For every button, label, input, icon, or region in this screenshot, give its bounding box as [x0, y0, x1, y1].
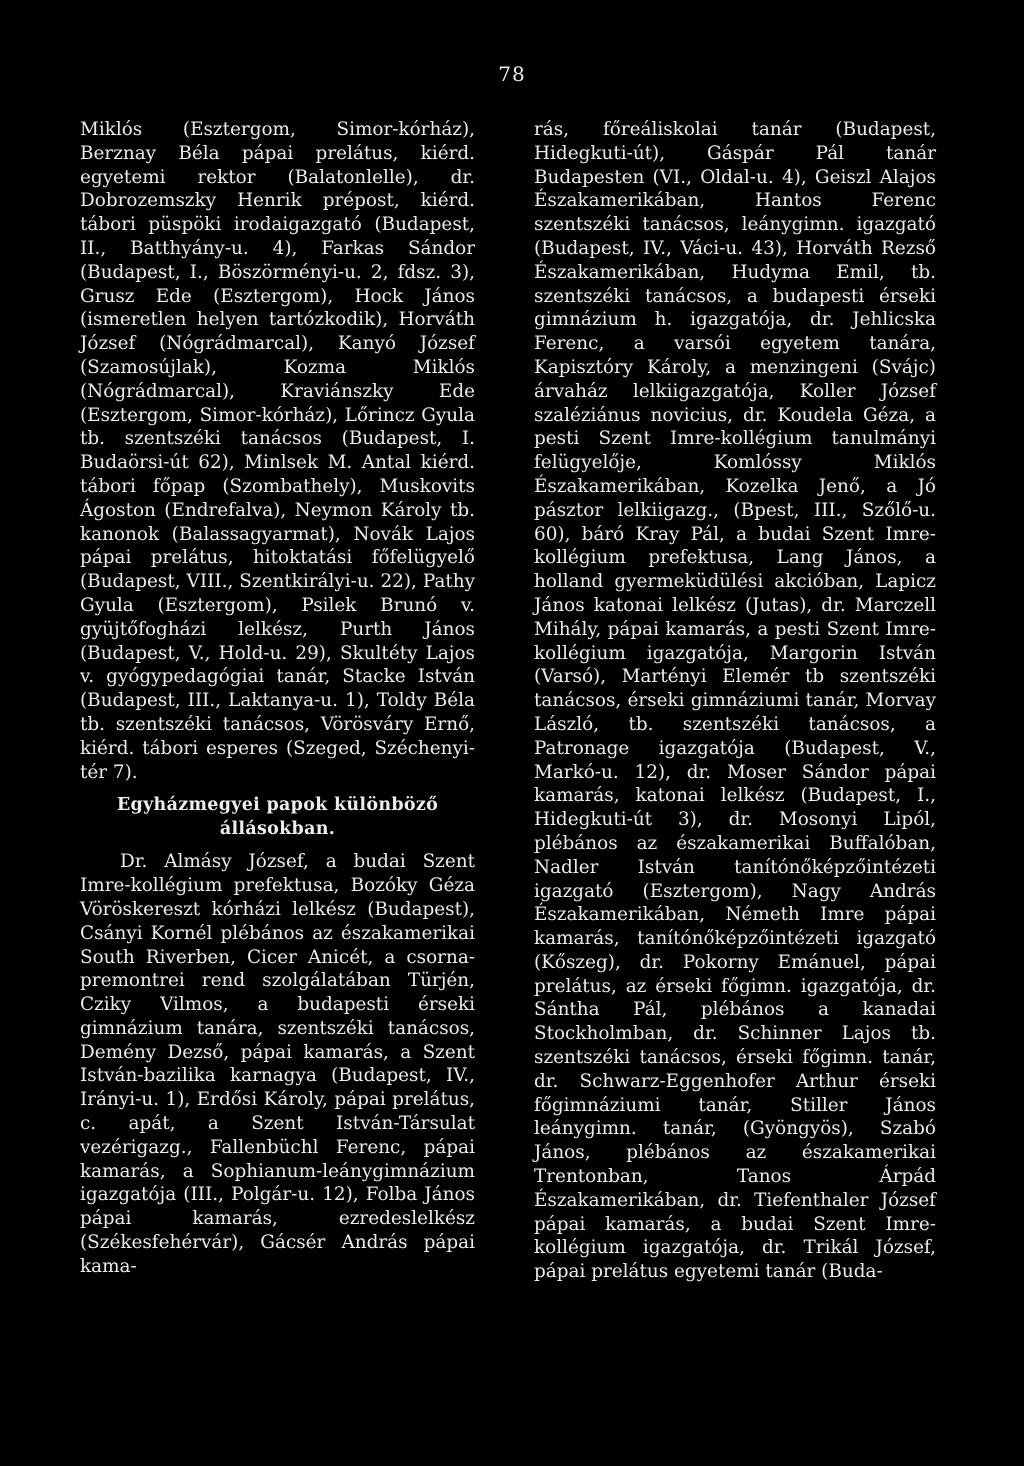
section-heading: Egyházmegyei papok különböző állásokban. [116, 795, 439, 840]
right-column [534, 118, 936, 1284]
page-number: 78 [498, 62, 526, 86]
section-paragraph: Dr. Almásy József, a budai Szent Imre-kollégium prefektusa, Bozóky Géza Vöröskereszt kórházi lelkész (Budapest), Csányi Kornél plébános az északamerikai South Riverben, Cicer Anicét, a csorna-premontrei rend szolgálatában Türjén, Cziky Vilmos, a budapesti érseki gimnázium tanára, szentszéki tanácsos, Demény Dezső, pápai kamarás, a Szent István-bazilika karnagya (Budapest, IV., Irányi-u. 1), Erdősi Károly, pápai prelátus, c. apát, a Szent István-Társulat vezérigazg., Fallenbüchl Ferenc, pápai kamarás, a Sophianum-leánygimnázium igazgatója (III., Polgár-u. 12), Folba János pápai kamarás, ezredeslelkész (Székesfehérvár), Gácsér András pápai kama- [80, 851, 475, 1277]
left-column [80, 118, 475, 1279]
continuation-paragraph: rás, főreáliskolai tanár (Budapest, Hidegkuti-út), Gáspár Pál tanár Budapesten (VI., Oldal-u. 4), Geiszl Alajos Északamerikában, Hantos Ferenc szentszéki tanácsos, leánygimn. igazgató (Budapest, IV., Váci-u. 43), Horváth Rezső Északamerikában, Hudyma Emil, tb. szentszéki tanácsos, a budapesti érseki gimnázium h. igazgatója, dr. Jehlicska Ferenc, a varsói egyetem tanára, Kapisztóry Károly, a menzingeni (Svájc) árvaház lelkiigazgatója, Koller József szaléziánus novicius, dr. Koudela Géza, a pesti Szent Imre-kollégium tanulmányi felügyelője, Komlóssy Miklós Északamerikában, Kozelka Jenő, a Jó pásztor lelkiigazg., (Bpest, III., Szőlő-u. 60), báró Kray Pál, a budai Szent Imre-kollégium prefektusa, Lang János, a holland gyermeküdülési akcióban, Lapicz János katonai lelkész (Jutas), dr. Marczell Mihály, pápai kamarás, a pesti Szent Imre-kollégium igazgatója, Margorin István (Varsó), Martényi Elemér tb szentszéki tanácsos, érseki gimnáziumi tanár, Morvay László, tb. szentszéki tanácsos, a Patronage igazgatója (Budapest, V., Markó-u. 12), dr. Moser Sándor pápai kamarás, katonai lelkész (Budapest, I., Hidegkuti-út 3), dr. Mosonyi Lipól, plébános az északamerikai Buffalóban, Nadler István tanítónőképzőintézeti igazgató (Esztergom), Nagy András Északamerikában, Németh Imre pápai kamarás, tanítónőképzőintézeti igazgató (Kőszeg), dr. Pokorny Emánuel, pápai prelátus, az érseki főgimn. igazgatója, dr. Sántha Pál, plébános a kanadai Stockholmban, dr. Schinner Lajos tb. szentszéki tanácsos, érseki főgimn. tanár, dr. Schwarz-Eggenhofer Arthur érseki főgimnáziumi tanár, Stiller János leánygimn. tanár, (Gyöngyös), Szabó János, plébános az északamerikai Trentonban, Tanos Árpád Északamerikában, dr. Tiefenthaler József pápai kamarás, a budai Szent Imre-kollégium igazgatója, dr. Trikál József, pápai prelátus egyetemi tanár (Buda- [534, 119, 936, 1283]
intro-paragraph: Miklós (Esztergom, Simor-kórház), Berznay Béla pápai prelátus, kiérd. egyetemi rektor (Balatonlelle), dr. Dobrozemszky Henrik prépost, kiérd. tábori püspöki irodaigazgató (Budapest, II., Batthyány-u. 4), Farkas Sándor (Budapest, I., Böszörményi-u. 2, fdsz. 3), Grusz Ede (Esztergom), Hock János (ismeretlen helyen tartózkodik), Horváth József (Nógrádmarcal), Kanyó József (Szamosújlak), Kozma Miklós (Nógrádmarcal), Kraviánszky Ede (Esztergom, Simor-kórház), Lőrincz Gyula tb. szentszéki tanácsos (Budapest, I. Budaörsi-út 62), Minlsek M. Antal kiérd. tábori főpap (Szombathely), Muskovits Ágoston (Endrefalva), Neymon Károly tb. kanonok (Balassagyarmat), Novák Lajos pápai prelátus, hitoktatási főfelügyelő (Budapest, VIII., Szentkirályi-u. 22), Pathy Gyula (Esztergom), Psilek Brunó v. gyüjtőfogházi lelkész, Purth János (Budapest, V., Hold-u. 29), Skultéty Lajos v. gyógypedagógiai tanár, Stacke István (Budapest, III., Laktanya-u. 1), Toldy Béla tb. szentszéki tanácsos, Vörösváry Ernő, kiérd. tábori esperes (Szeged, Széchenyi-tér 7). [80, 119, 475, 783]
